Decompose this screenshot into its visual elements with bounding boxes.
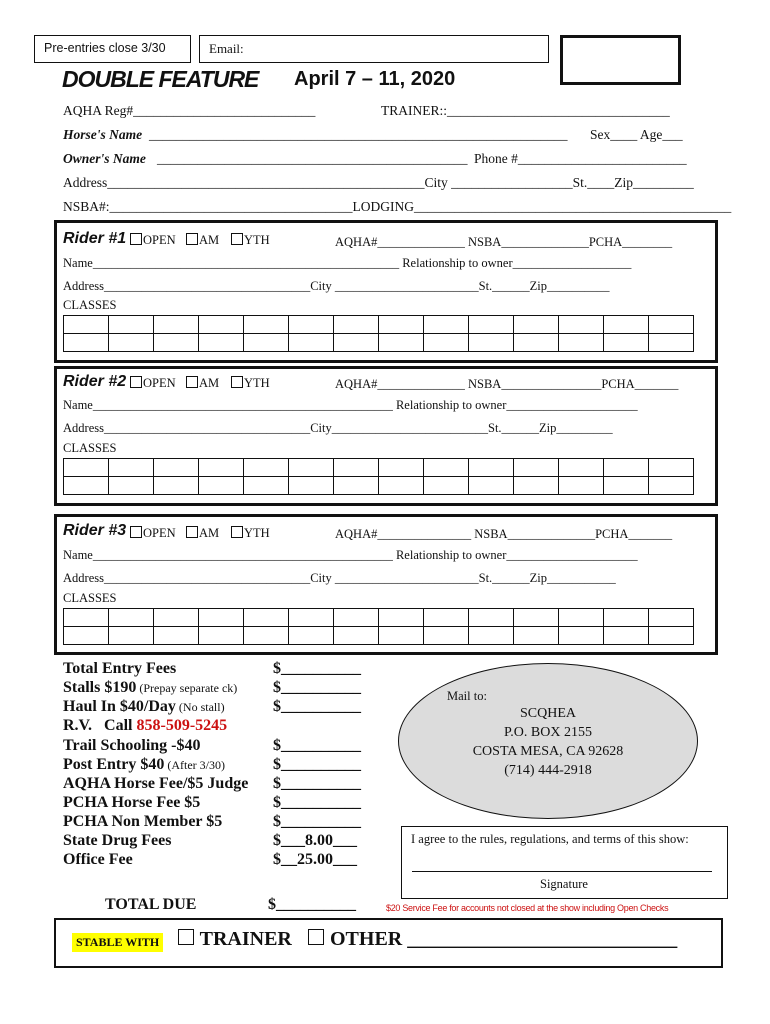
rider-3-classes-label: CLASSES <box>63 591 117 605</box>
fee-pcha-non-member: PCHA Non Member $5 <box>63 813 223 830</box>
mail-org: SCQHEA <box>519 706 576 721</box>
rider-2-address-field[interactable]: Address_________________________________City_________________________St.______Zip_________ <box>63 421 613 435</box>
checkbox-icon[interactable] <box>231 526 243 538</box>
rider-3-classes-grid[interactable] <box>63 608 694 645</box>
horse-name-label: Horse's Name <box>63 127 143 142</box>
grid-row <box>64 609 694 627</box>
sex-age-field[interactable]: Sex____ Age___ <box>590 127 683 142</box>
fee-post-entry: Post Entry $40 (After 3/30) <box>63 756 225 773</box>
rider-2-title: Rider #2 <box>63 373 127 390</box>
rider-1-address-field[interactable]: Address_________________________________City _______________________St.______Zip__________ <box>63 279 610 293</box>
fee-rv: R.V. Call 858-509-5245 <box>63 717 228 734</box>
pre-entries-label: Pre-entries close 3/30 <box>44 41 166 55</box>
option-label: OPEN <box>143 526 176 540</box>
grid-row <box>64 459 694 477</box>
grid-row <box>64 316 694 334</box>
grid-row <box>64 334 694 352</box>
fee-pcha-non-member-amount[interactable]: $__________ <box>273 813 361 830</box>
stable-with-label: STABLE WITH <box>72 933 163 952</box>
rider-1-classes-grid[interactable] <box>63 315 694 352</box>
fee-stalls: Stalls $190 (Prepay separate ck) <box>63 679 238 696</box>
trainer-option[interactable] <box>178 928 292 951</box>
signature-line[interactable] <box>412 871 712 872</box>
owner-name-field[interactable]: ______________________________________________ <box>157 151 468 166</box>
rv-phone: 858-509-5245 <box>136 717 228 734</box>
fee-office-amount: $__25.00___ <box>273 851 357 868</box>
service-fee-note: $20 Service Fee for accounts not closed at the show including Open Checks <box>386 903 669 913</box>
rider-3-address-field[interactable]: Address_________________________________City _______________________St.______Zip___________ <box>63 571 616 585</box>
rider-2-yth-option[interactable] <box>231 376 270 391</box>
rider-3-membership-fields[interactable]: AQHA#_______________ NSBA______________PCHA_______ <box>335 527 673 541</box>
other-option-label: OTHER ___________________________ <box>330 928 678 950</box>
rider-3-am-option[interactable] <box>186 526 219 541</box>
mail-to-ellipse <box>398 663 698 819</box>
rider-3-open-option[interactable] <box>130 526 176 541</box>
fee-trail-schooling: Trail Schooling -$40 <box>63 737 201 754</box>
rider-1-classes-label: CLASSES <box>63 298 117 312</box>
checkbox-icon[interactable] <box>178 929 194 945</box>
fee-total-entry-amount[interactable]: $__________ <box>273 660 361 677</box>
other-option[interactable] <box>308 928 677 951</box>
fee-aqha-horse-amount[interactable]: $__________ <box>273 775 361 792</box>
rider-3-name-field[interactable]: Name________________________________________________ Relationship to owner_____________________ <box>63 548 638 562</box>
signature-label: Signature <box>540 877 588 891</box>
fee-pcha-horse-amount[interactable]: $__________ <box>273 794 361 811</box>
show-dates: April 7 – 11, 2020 <box>294 68 456 90</box>
aqha-reg-field[interactable]: AQHA Reg#___________________________ <box>63 103 316 118</box>
mail-po-box: P.O. BOX 2155 <box>504 725 592 740</box>
rider-1-yth-option[interactable] <box>231 233 270 248</box>
nsba-lodging-field[interactable]: NSBA#:____________________________________LODGING_______________________________________________ <box>63 199 732 214</box>
checkbox-icon[interactable] <box>130 376 142 388</box>
rider-2-open-option[interactable] <box>130 376 176 391</box>
rider-2-classes-label: CLASSES <box>63 441 117 455</box>
rider-1-am-option[interactable] <box>186 233 219 248</box>
email-field[interactable] <box>199 35 549 63</box>
option-label: OPEN <box>143 376 176 390</box>
fee-office: Office Fee <box>63 851 133 868</box>
checkbox-icon[interactable] <box>130 233 142 245</box>
show-title: DOUBLE FEATURE <box>62 66 259 92</box>
trainer-field[interactable]: TRAINER::_________________________________ <box>381 103 670 118</box>
checkbox-icon[interactable] <box>308 929 324 945</box>
mail-phone: (714) 444-2918 <box>504 763 592 778</box>
owner-address-field[interactable]: Address_______________________________________________City __________________St.____Zip_________ <box>63 175 694 190</box>
option-label: YTH <box>244 526 270 540</box>
owner-name-label: Owner's Name <box>63 151 146 166</box>
trainer-option-label: TRAINER <box>199 928 292 950</box>
total-due-label: TOTAL DUE <box>105 896 197 913</box>
checkbox-icon[interactable] <box>231 376 243 388</box>
agreement-text: I agree to the rules, regulations, and terms of this show: <box>411 832 689 846</box>
checkbox-icon[interactable] <box>186 233 198 245</box>
rider-3-yth-option[interactable] <box>231 526 270 541</box>
rider-3-title: Rider #3 <box>63 522 127 539</box>
fee-stalls-amount[interactable]: $__________ <box>273 679 361 696</box>
fee-total-entry: Total Entry Fees <box>63 660 177 677</box>
office-use-box <box>560 35 681 85</box>
option-label: AM <box>199 526 220 540</box>
option-label: YTH <box>244 376 270 390</box>
fee-state-drug: State Drug Fees <box>63 832 172 849</box>
mail-to-label: Mail to: <box>447 689 487 703</box>
mail-city: COSTA MESA, CA 92628 <box>472 744 624 759</box>
rider-1-name-field[interactable]: Name_________________________________________________ Relationship to owner___________________ <box>63 256 632 270</box>
rider-1-open-option[interactable] <box>130 233 176 248</box>
phone-field[interactable]: Phone #_________________________ <box>474 151 687 166</box>
checkbox-icon[interactable] <box>186 526 198 538</box>
grid-row <box>64 477 694 495</box>
option-label: AM <box>199 233 220 247</box>
rider-1-title: Rider #1 <box>63 230 127 247</box>
option-label: AM <box>199 376 220 390</box>
fee-haul-in: Haul In $40/Day (No stall) <box>63 698 225 715</box>
rider-2-am-option[interactable] <box>186 376 219 391</box>
rider-2-classes-grid[interactable] <box>63 458 694 495</box>
fee-aqha-horse: AQHA Horse Fee/$5 Judge <box>63 775 249 792</box>
rider-2-membership-fields[interactable]: AQHA#______________ NSBA________________PCHA_______ <box>335 377 679 391</box>
checkbox-icon[interactable] <box>186 376 198 388</box>
fee-post-entry-amount[interactable]: $__________ <box>273 756 361 773</box>
checkbox-icon[interactable] <box>231 233 243 245</box>
option-label: YTH <box>244 233 270 247</box>
rider-2-name-field[interactable]: Name________________________________________________ Relationship to owner_____________________ <box>63 398 638 412</box>
total-due-amount[interactable]: $__________ <box>268 896 356 913</box>
option-label: OPEN <box>143 233 176 247</box>
fee-trail-schooling-amount[interactable]: $__________ <box>273 737 361 754</box>
checkbox-icon[interactable] <box>130 526 142 538</box>
rider-1-membership-fields[interactable]: AQHA#______________ NSBA______________PCHA________ <box>335 235 673 249</box>
email-label: Email: <box>209 41 244 56</box>
horse-name-field[interactable]: ______________________________________________________________ <box>149 127 568 142</box>
grid-row <box>64 627 694 645</box>
fee-haul-in-amount[interactable]: $__________ <box>273 698 361 715</box>
fee-pcha-horse: PCHA Horse Fee $5 <box>63 794 201 811</box>
fee-state-drug-amount: $___8.00___ <box>273 832 357 849</box>
